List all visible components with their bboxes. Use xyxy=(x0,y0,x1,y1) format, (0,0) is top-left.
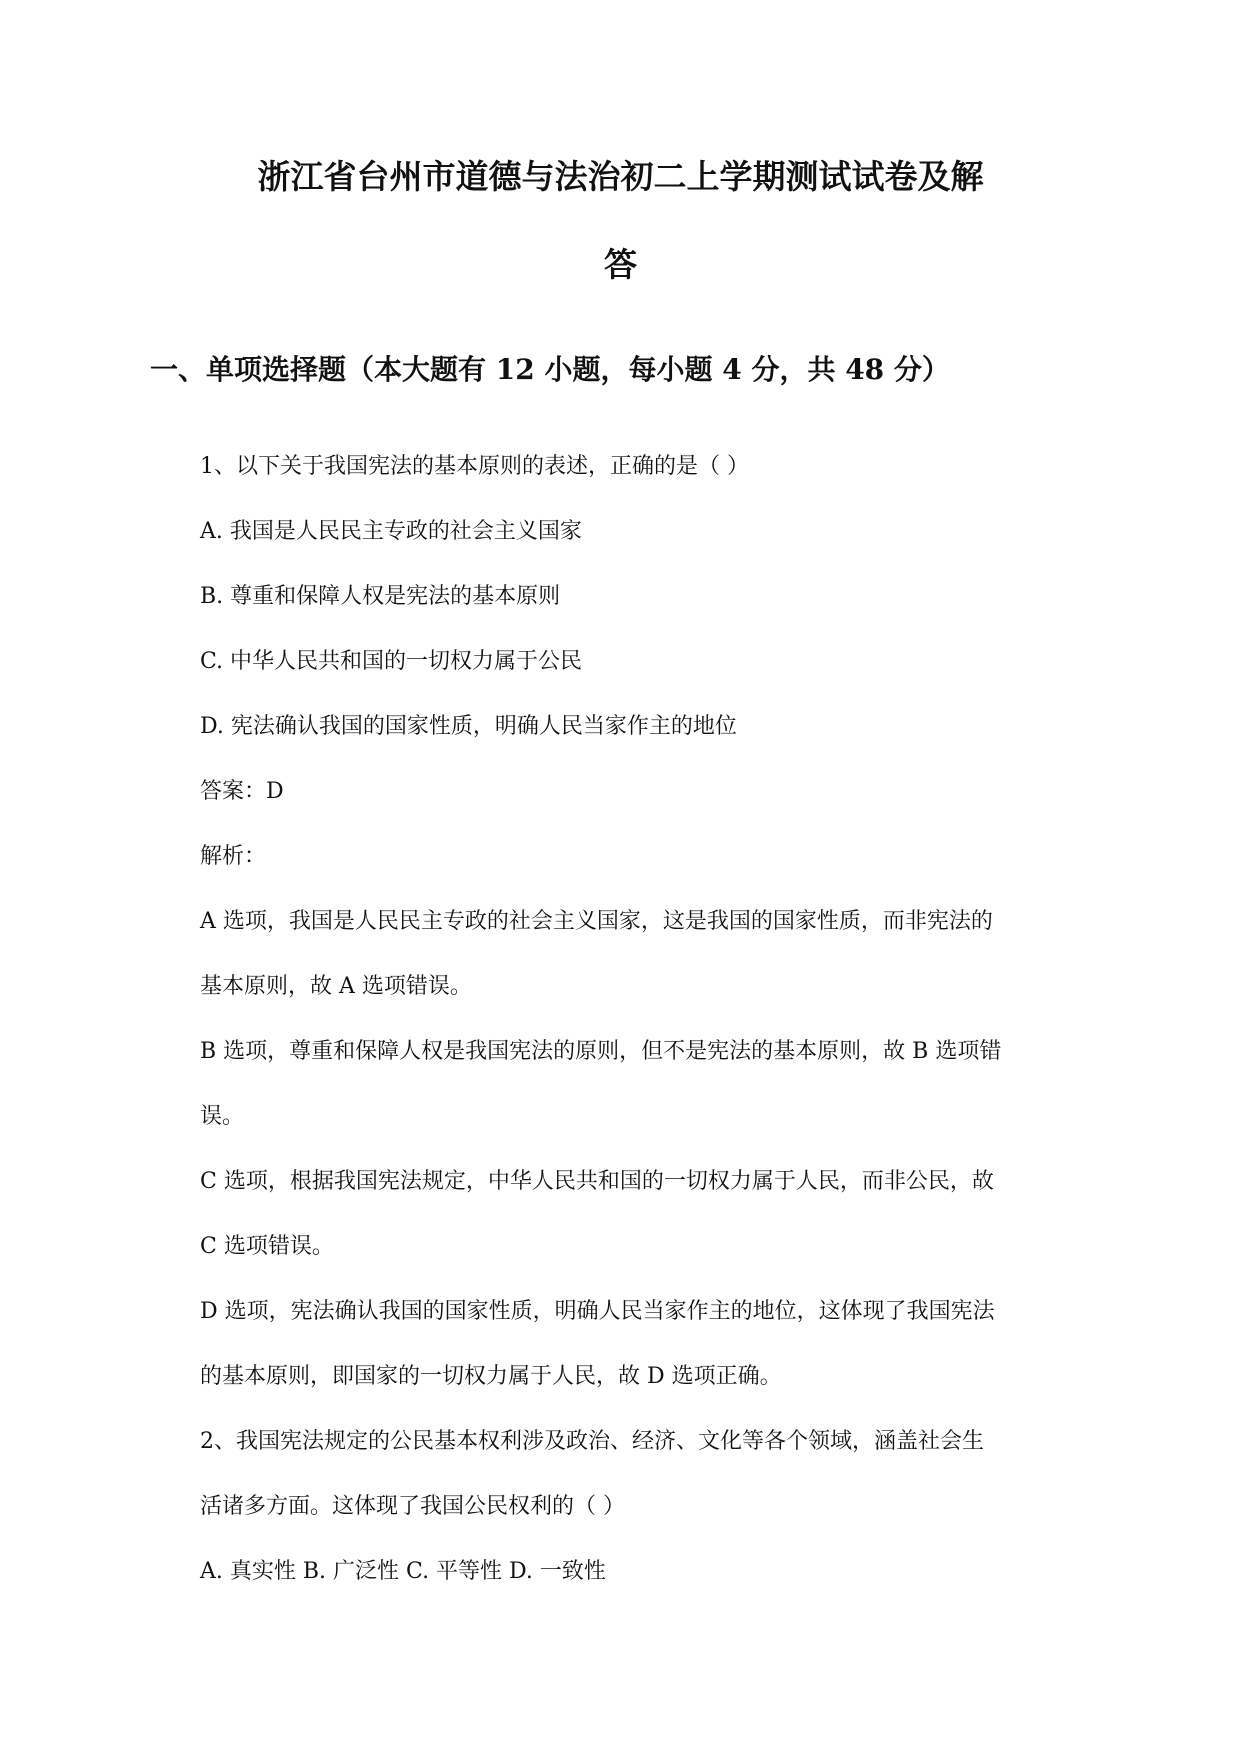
q1-option-a: A. 我国是人民民主专政的社会主义国家 xyxy=(200,519,582,544)
q2-stem-line-2: 活诸多方面。这体现了我国公民权利的（ ） xyxy=(200,1494,625,1519)
q1-stem: 1、以下关于我国宪法的基本原则的表述，正确的是（ ） xyxy=(200,454,749,479)
q1-analysis-a-line-1: A 选项，我国是人民民主专政的社会主义国家，这是我国的国家性质，而非宪法的 xyxy=(200,909,993,934)
q1-answer: 答案：D xyxy=(200,779,284,804)
q2-options: A. 真实性 B. 广泛性 C. 平等性 D. 一致性 xyxy=(200,1559,606,1584)
document-title-line-2: 答 xyxy=(604,245,637,284)
q2-stem-line-1: 2、我国宪法规定的公民基本权利涉及政治、经济、文化等各个领域，涵盖社会生 xyxy=(200,1429,984,1454)
q1-analysis-d-line-2: 的基本原则，即国家的一切权力属于人民，故 D 选项正确。 xyxy=(200,1364,782,1389)
q1-analysis-b-line-2: 误。 xyxy=(200,1104,245,1129)
section-heading: 一、单项选择题（本大题有 12 小题，每小题 4 分，共 48 分） xyxy=(150,353,950,386)
q1-option-d: D. 宪法确认我国的国家性质，明确人民当家作主的地位 xyxy=(200,714,737,739)
document-title-line-1: 浙江省台州市道德与法治初二上学期测试试卷及解 xyxy=(257,157,984,196)
question-body xyxy=(200,434,1100,1604)
q1-analysis-label: 解析： xyxy=(200,844,267,869)
q1-analysis-a-line-2: 基本原则，故 A 选项错误。 xyxy=(200,974,472,999)
q1-analysis-b-line-1: B 选项，尊重和保障人权是我国宪法的原则，但不是宪法的基本原则，故 B 选项错 xyxy=(200,1039,1002,1064)
q1-option-c: C. 中华人民共和国的一切权力属于公民 xyxy=(200,649,583,674)
q1-analysis-c-line-1: C 选项，根据我国宪法规定，中华人民共和国的一切权力属于人民，而非公民，故 xyxy=(200,1169,994,1194)
q1-option-b: B. 尊重和保障人权是宪法的基本原则 xyxy=(200,584,561,609)
q1-analysis-d-line-1: D 选项，宪法确认我国的国家性质，明确人民当家作主的地位，这体现了我国宪法 xyxy=(200,1299,995,1324)
q1-analysis-c-line-2: C 选项错误。 xyxy=(200,1234,334,1259)
